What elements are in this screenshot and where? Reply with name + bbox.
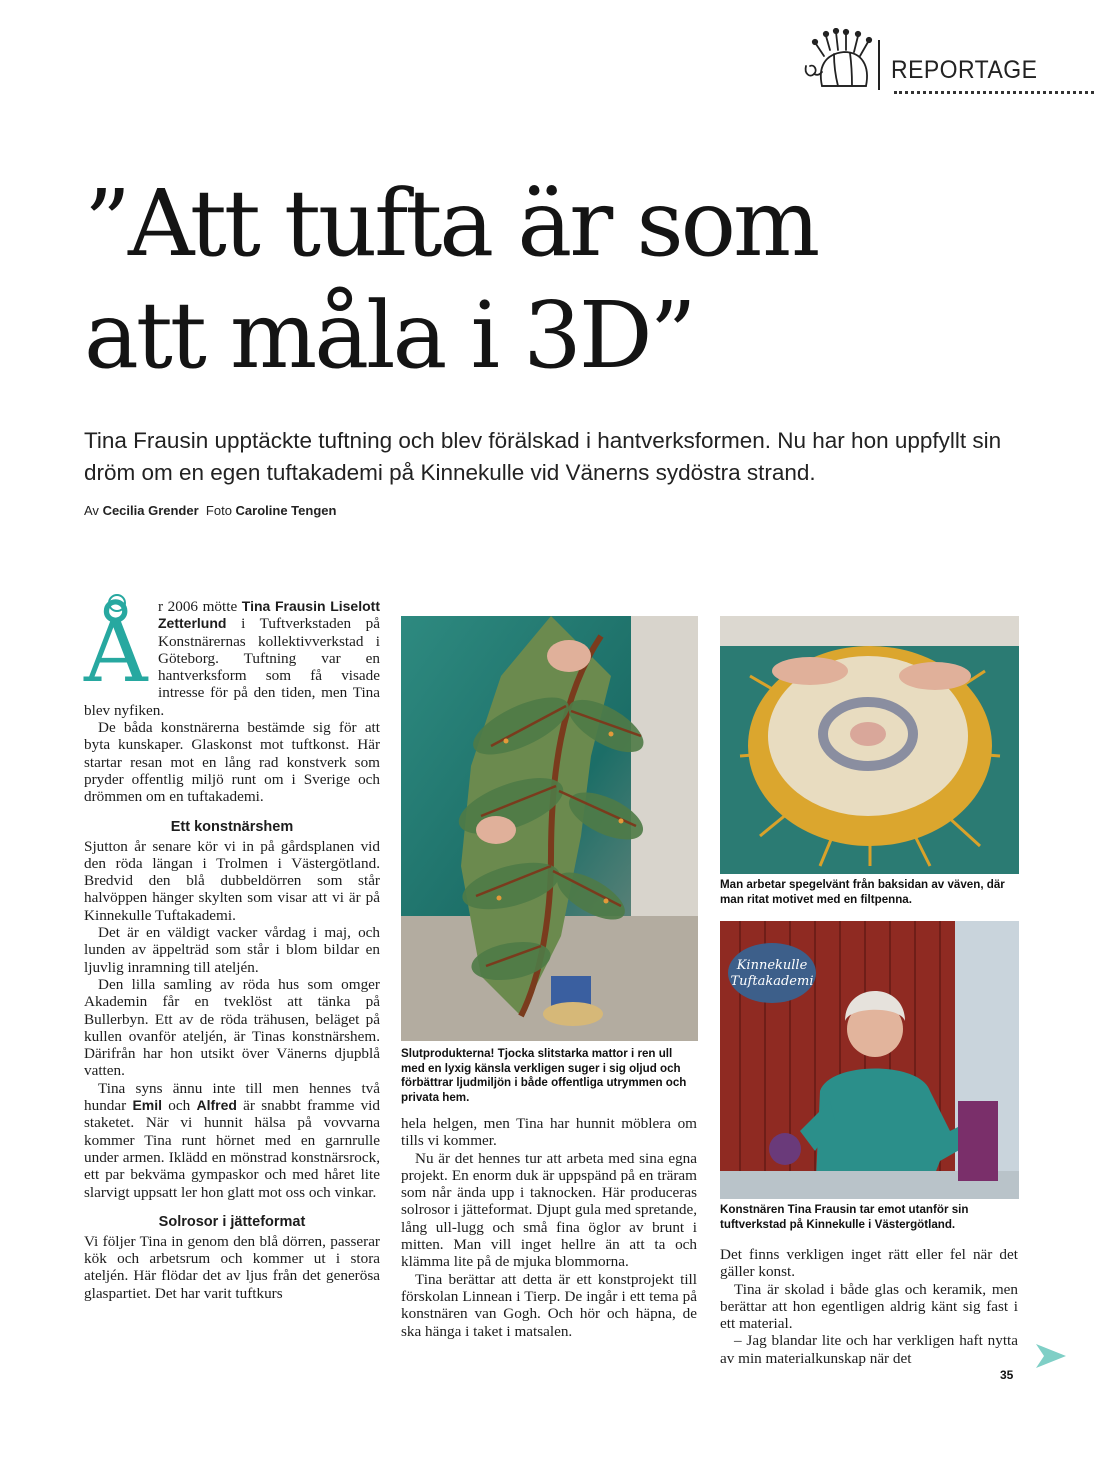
text: är snabbt framme vid staketet. När vi hunnit hälsa på vovvarna kommer Tina runt hörnet med en garnrulle under armen. Iklädd en mönstrad konstnärsrock, ett par bekväma gympaskor och med håret lite slarvigt uppsatt ler hon glatt mot oss och vinkar.: [84, 1097, 380, 1201]
article-lede: Tina Frausin upptäckte tuftning och blev förälskad i hantverksformen. Nu har hon uppfyllt sin dröm om en egen tuftakademi på Kinnekulle vid Vänerns sydöstra strand.: [84, 428, 1002, 485]
paragraph: Det finns verkligen inget rätt eller fel när det gäller konst.: [720, 1246, 1018, 1281]
intro-names: Tina Frausin Liselott Zetterlund: [158, 598, 380, 632]
dog-name-alfred: Alfred: [196, 1097, 237, 1114]
caption-leaf-rug: Slutprodukterna! Tjocka slitstarka mattor i ren ull med en lyxig känsla verkligen suger i sig oljud och förbättrar ljudmiljön i både offentliga utrymmen och privata hem.: [401, 1047, 687, 1104]
byline-photographer: Caroline Tengen: [235, 503, 337, 518]
page-number: 35: [1000, 1368, 1014, 1382]
photo-leaf-rug: [401, 616, 698, 1041]
section-dotted-rule: [894, 90, 1094, 94]
sign-line-1: Kinnekulle: [736, 958, 808, 973]
photo-weave-back: [720, 616, 1019, 874]
paragraph: hela helgen, men Tina har hunnit möblera om tills vi kommer.: [401, 1115, 697, 1150]
intro-text-post: i Tuftverkstaden på Konstnärernas kollektivverkstad i Göteborg. Tuftning var en hantverksform som få visade intresse för på den tiden, men Tina blev nyfiken.: [84, 615, 380, 719]
intro-text-pre: r 2006 mötte: [158, 598, 242, 615]
dog-name-emil: Emil: [132, 1097, 163, 1114]
drop-cap-letter: Å: [84, 599, 148, 702]
paragraph-dogs: [84, 1080, 380, 1201]
paragraph: Den lilla samling av röda hus som omger Akademin får en tveklöst att tänka på Bullerbyn. Ett av de röda trähusen, beläget på kullen ovanför ateljén, är Tinas konstnärshem. Därifrån har hon utsikt över Vänerns djupblå vatten.: [84, 975, 380, 1080]
sign-line-2: Tuftakademi: [730, 974, 814, 989]
paragraph: Sjutton år senare kör vi in på gårdsplanen vid den röda längan i Trolmen i Västergötland. Bredvid den blå dubbeldörren som står halvöppen hänger skylten som visar att vi är på Kinnekulle Tuftakademi.: [84, 837, 380, 924]
section-tag: [796, 28, 1096, 98]
body-column-2: [401, 1115, 697, 1340]
caption-weave-back: Man arbetar spegelvänt från baksidan av väven, där man ritat motivet med en filtpenna.: [720, 878, 1005, 906]
drop-cap: [84, 594, 152, 700]
intro-paragraph: [84, 598, 380, 719]
byline: [84, 503, 336, 518]
section-divider: [878, 40, 880, 90]
headline-line-1: ”Att tufta är som: [84, 170, 818, 277]
headline-line-2: att måla i 3D”: [84, 282, 694, 389]
subheading-konstnarshem: Ett konstnärshem: [170, 818, 294, 835]
leaf-rug-image: [401, 616, 698, 1041]
article-headline: [84, 168, 1044, 392]
text: Tina syns ännu inte till men hennes två hundar: [84, 1079, 380, 1115]
paragraph: – Jag blandar lite och har verkligen haft nytta av min materialkunskap när det: [720, 1332, 1018, 1367]
pincushion-icon: [800, 28, 880, 92]
byline-photo-prefix: Foto: [205, 503, 232, 518]
tina-portrait-image: [720, 921, 1019, 1199]
section-label: REPORTAGE: [891, 56, 1038, 84]
byline-prefix: Av: [84, 503, 99, 518]
photo-tina-frausin: [720, 921, 1019, 1199]
paragraph: Tina är skolad i både glas och keramik, men berättar att hon egentligen aldrig känt sig fast i ett material.: [720, 1280, 1018, 1333]
text: och: [162, 1097, 197, 1115]
paragraph: Vi följer Tina in genom den blå dörren, passerar kök och arbetsrum och kommer ut i stora ateljén. Här flödar det av ljus från det generösa glaspartiet. Det har varit tuftkurs: [84, 1232, 380, 1302]
paragraph: Det är en väldigt vacker vårdag i maj, och lunden av äppelträd som står i blom bildar en ljuvlig inramning till ateljén.: [84, 924, 380, 976]
byline-author: Cecilia Grender: [102, 503, 199, 518]
paragraph: Nu är det hennes tur att arbeta med sina egna projekt. En enorm duk är uppspänd på en träram som når ända upp i taknocken. Här produceras solrosor i jätteformat. Djupt gula med spretande, lång ull-lugg och små fina öglor av brunt i mitten. Man vill inget hellre än att ta och klämma lite på de mjuka blommorna.: [401, 1149, 697, 1271]
paragraph: De båda konstnärerna bestämde sig för att byta kunskaper. Glaskonst mot tuftkonst. Här startar resan mot en lång rad konstverk som pryder offentlig miljö runt om i Sverige och drömmen om en tuftakademi.: [84, 719, 380, 806]
caption-tina: Konstnären Tina Frausin tar emot utanför sin tuftverkstad på Kinnekulle i Västergötland.: [720, 1203, 969, 1231]
continue-arrow-icon[interactable]: [1034, 1342, 1068, 1370]
subheading-solrosor: Solrosor i jätteformat: [158, 1213, 306, 1230]
body-column-3: [720, 1246, 1018, 1367]
weave-back-image: [720, 616, 1019, 874]
paragraph: Tina berättar att detta är ett konstprojekt till förskolan Linnean i Tierp. De ingår i ett tema på konstnären van Gogh. Och hör och häpna, de ska hänga i taket i matsalen.: [401, 1270, 697, 1340]
body-column-1: [84, 598, 380, 1302]
